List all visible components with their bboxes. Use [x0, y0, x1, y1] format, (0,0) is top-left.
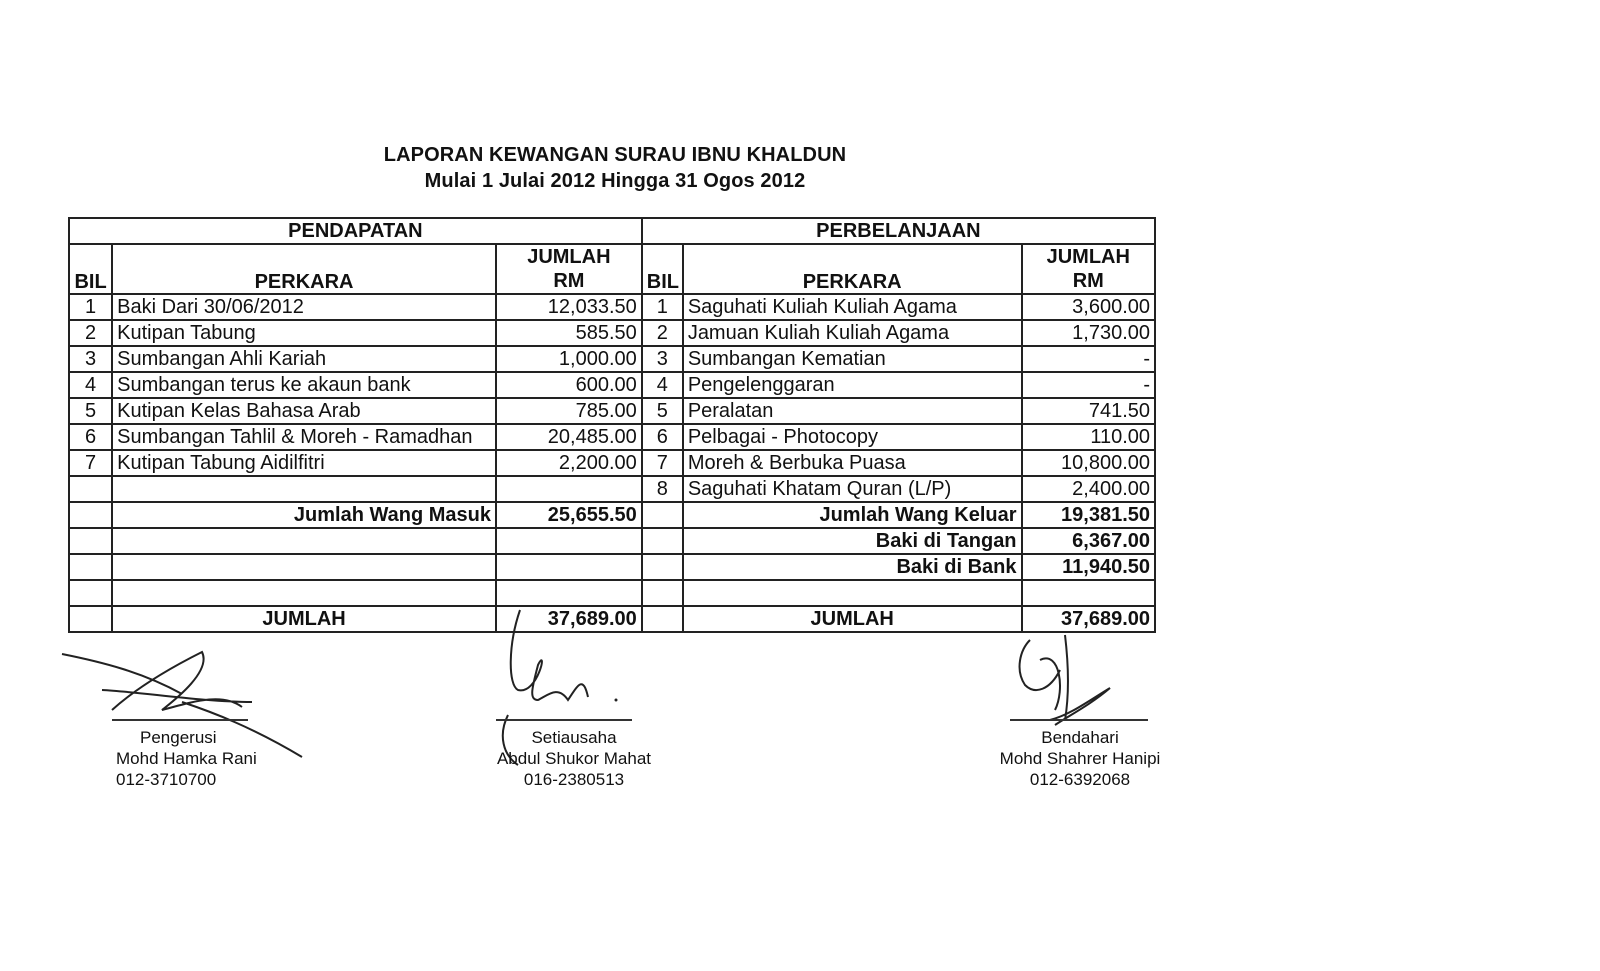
expense-bil-cell: 4 [642, 372, 683, 398]
income-perkara-header: PERKARA [112, 244, 496, 294]
income-jumlah-cell: 1,000.00 [496, 346, 642, 372]
income-jumlah-cell: 785.00 [496, 398, 642, 424]
expense-jumlah-header [1022, 244, 1155, 294]
expense-bil-cell: 8 [642, 476, 683, 502]
income-perkara-cell: Kutipan Kelas Bahasa Arab [112, 398, 496, 424]
pengerusi-phone: 012-3710700 [116, 770, 217, 789]
bank-balance-row [69, 554, 1155, 580]
expense-perkara-cell: Peralatan [683, 398, 1022, 424]
income-jumlah-header [496, 244, 642, 294]
setiausaha-role: Setiausaha [531, 728, 617, 747]
total-out-label: Jumlah Wang Keluar [683, 502, 1022, 528]
empty-cell [496, 476, 642, 502]
expense-section-header: PERBELANJAAN [642, 218, 1155, 244]
table-row [69, 372, 1155, 398]
expense-bil-cell: 3 [642, 346, 683, 372]
income-bil-cell: 1 [69, 294, 112, 320]
expense-jumlah-cell: 1,730.00 [1022, 320, 1155, 346]
bank-balance-value: 11,940.50 [1022, 554, 1155, 580]
expense-jumlah-cell: 2,400.00 [1022, 476, 1155, 502]
bendahari-name: Mohd Shahrer Hanipi [999, 749, 1161, 768]
income-perkara-cell: Sumbangan Ahli Kariah [112, 346, 496, 372]
income-jumlah-cell: 2,200.00 [496, 450, 642, 476]
empty-cell [112, 476, 496, 502]
income-jumlah-cell: 12,033.50 [496, 294, 642, 320]
income-jumlah-cell: 585.50 [496, 320, 642, 346]
income-perkara-cell: Sumbangan Tahlil & Moreh - Ramadhan [112, 424, 496, 450]
income-jumlah-cell: 20,485.00 [496, 424, 642, 450]
expense-jumlah-cell: - [1022, 346, 1155, 372]
subtotal-row [69, 502, 1155, 528]
expense-jumlah-label: JUMLAH [683, 606, 1022, 632]
income-perkara-cell: Kutipan Tabung [112, 320, 496, 346]
report-title: LAPORAN KEWANGAN SURAU IBNU KHALDUN [383, 144, 847, 166]
bank-balance-label: Baki di Bank [683, 554, 1022, 580]
income-perkara-cell: Baki Dari 30/06/2012 [112, 294, 496, 320]
table-row [69, 476, 1155, 502]
expense-jumlah-cell: 10,800.00 [1022, 450, 1155, 476]
section-header-row [69, 218, 1155, 244]
expense-jumlah-cell: - [1022, 372, 1155, 398]
column-header-row [69, 244, 1155, 294]
table-row [69, 346, 1155, 372]
income-bil-cell: 4 [69, 372, 112, 398]
income-bil-cell: 6 [69, 424, 112, 450]
income-bil-cell: 5 [69, 398, 112, 424]
expense-perkara-cell: Moreh & Berbuka Puasa [683, 450, 1022, 476]
bendahari-role: Bendahari [1041, 728, 1119, 747]
expense-jumlah-header-line2: RM [1072, 270, 1104, 292]
expense-bil-cell: 7 [642, 450, 683, 476]
hand-balance-value: 6,367.00 [1022, 528, 1155, 554]
income-jumlah-header-line1: JUMLAH [527, 246, 611, 268]
expense-bil-header: BIL [642, 244, 683, 294]
report-subtitle: Mulai 1 Julai 2012 Hingga 31 Ogos 2012 [424, 170, 806, 192]
income-bil-cell: 2 [69, 320, 112, 346]
pengerusi-role: Pengerusi [140, 728, 217, 747]
income-bil-header: BIL [69, 244, 112, 294]
income-bil-cell: 3 [69, 346, 112, 372]
pengerusi-block [116, 727, 257, 790]
table-row [69, 398, 1155, 424]
expense-perkara-cell: Pelbagai - Photocopy [683, 424, 1022, 450]
expense-bil-cell: 6 [642, 424, 683, 450]
expense-bil-cell: 1 [642, 294, 683, 320]
expense-perkara-cell: Sumbangan Kematian [683, 346, 1022, 372]
income-jumlah-label: JUMLAH [112, 606, 496, 632]
setiausaha-name: Abdul Shukor Mahat [496, 749, 652, 768]
expense-perkara-cell: Pengelenggaran [683, 372, 1022, 398]
expense-jumlah-cell: 741.50 [1022, 398, 1155, 424]
income-jumlah-cell: 600.00 [496, 372, 642, 398]
expense-perkara-cell: Saguhati Khatam Quran (L/P) [683, 476, 1022, 502]
income-perkara-cell: Kutipan Tabung Aidilfitri [112, 450, 496, 476]
expense-jumlah-cell: 3,600.00 [1022, 294, 1155, 320]
pengerusi-name: Mohd Hamka Rani [116, 749, 257, 768]
income-section-header: PENDAPATAN [69, 218, 642, 244]
expense-jumlah-value: 37,689.00 [1022, 606, 1155, 632]
table-row [69, 450, 1155, 476]
table-row [69, 320, 1155, 346]
income-jumlah-header-line2: RM [553, 270, 585, 292]
pengerusi-signature-line [112, 719, 248, 721]
hand-balance-row [69, 528, 1155, 554]
table-row [69, 294, 1155, 320]
bendahari-phone: 012-6392068 [1029, 770, 1131, 789]
setiausaha-signature-line [496, 719, 632, 721]
expense-jumlah-header-line1: JUMLAH [1046, 246, 1130, 268]
expense-perkara-cell: Saguhati Kuliah Kuliah Agama [683, 294, 1022, 320]
expense-perkara-header: PERKARA [683, 244, 1022, 294]
total-in-value: 25,655.50 [496, 502, 642, 528]
total-in-label: Jumlah Wang Masuk [112, 502, 496, 528]
expense-jumlah-cell: 110.00 [1022, 424, 1155, 450]
total-out-value: 19,381.50 [1022, 502, 1155, 528]
income-bil-cell: 7 [69, 450, 112, 476]
bendahari-block [980, 727, 1180, 790]
setiausaha-phone: 016-2380513 [523, 770, 625, 789]
hand-balance-label: Baki di Tangan [683, 528, 1022, 554]
expense-bil-cell: 2 [642, 320, 683, 346]
setiausaha-block [494, 727, 654, 790]
financial-table [68, 217, 1156, 633]
expense-bil-cell: 5 [642, 398, 683, 424]
empty-row [69, 580, 1155, 606]
income-jumlah-value: 37,689.00 [496, 606, 642, 632]
income-perkara-cell: Sumbangan terus ke akaun bank [112, 372, 496, 398]
empty-cell [69, 476, 112, 502]
expense-perkara-cell: Jamuan Kuliah Kuliah Agama [683, 320, 1022, 346]
table-row [69, 424, 1155, 450]
bendahari-signature-line [1010, 719, 1148, 721]
